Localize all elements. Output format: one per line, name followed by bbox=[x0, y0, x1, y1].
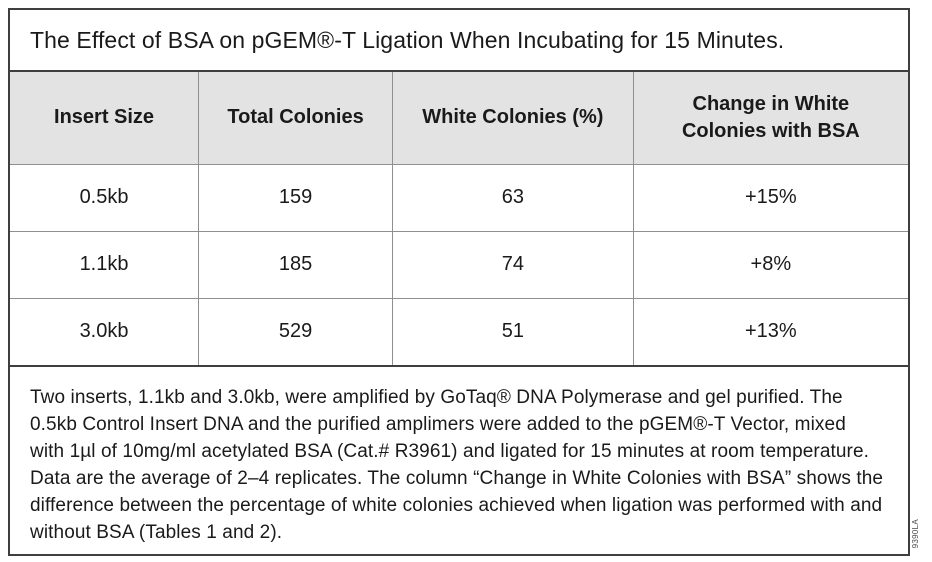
header-row bbox=[10, 72, 908, 164]
figure-title: The Effect of BSA on pGEM®-T Ligation When Incubating for 15 Minutes. bbox=[10, 10, 908, 72]
cell-insert-size: 0.5kb bbox=[10, 164, 199, 231]
column-header-total-colonies: Total Colonies bbox=[199, 72, 393, 164]
cell-white-colonies: 51 bbox=[393, 298, 634, 365]
cell-change-bsa: +15% bbox=[633, 164, 908, 231]
cell-total-colonies: 159 bbox=[199, 164, 393, 231]
table-figure bbox=[8, 8, 910, 556]
cell-white-colonies: 63 bbox=[393, 164, 634, 231]
table-row bbox=[10, 164, 908, 231]
cell-insert-size: 1.1kb bbox=[10, 231, 199, 298]
cell-total-colonies: 185 bbox=[199, 231, 393, 298]
figure-code: 9390LA bbox=[911, 519, 920, 549]
cell-total-colonies: 529 bbox=[199, 298, 393, 365]
column-header-insert-size: Insert Size bbox=[10, 72, 199, 164]
column-header-white-colonies: White Colonies (%) bbox=[393, 72, 634, 164]
figure-footnote: Two inserts, 1.1kb and 3.0kb, were amplified by GoTaq® DNA Polymerase and gel purified. The 0.5kb Control Insert DNA and the purified amplimers were added to the pGEM®-T Vector, mixed with 1µl of 10mg/ml acetylated BSA (Cat.# R3961) and ligated for 15 minutes at room temperature. Data are the average of 2–4 replicates. The column “Change in White Colonies with BSA” shows the difference between the percentage of white colonies achieved when ligation was performed with and without BSA (Tables 1 and 2). bbox=[10, 365, 908, 554]
cell-change-bsa: +13% bbox=[633, 298, 908, 365]
cell-change-bsa: +8% bbox=[633, 231, 908, 298]
cell-white-colonies: 74 bbox=[393, 231, 634, 298]
results-table bbox=[10, 72, 908, 365]
table-row bbox=[10, 231, 908, 298]
table-row bbox=[10, 298, 908, 365]
column-header-change-with-bsa: Change in White Colonies with BSA bbox=[633, 72, 908, 164]
cell-insert-size: 3.0kb bbox=[10, 298, 199, 365]
